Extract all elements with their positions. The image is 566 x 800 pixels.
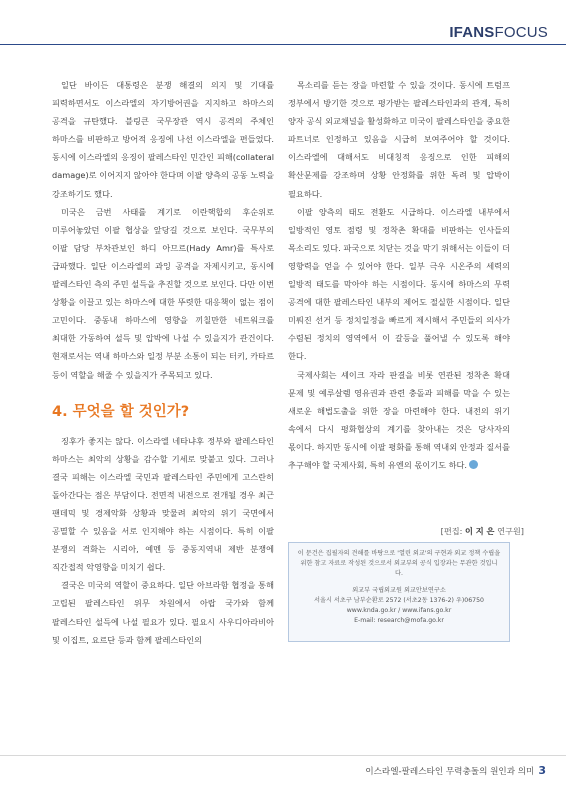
section-heading: 4. 무엇을 할 것인가? [52,403,190,420]
publication-header [449,24,548,41]
editor-prefix: [편집: [440,526,463,536]
body-paragraph: 징후가 좋지는 않다. 이스라엘 네타냐후 정부와 팔레스타인 하마스는 최악의 상황을 감수할 기세로 맞붙고 있다. 그러나 결국 피해는 이스라엘 국민과 팔레스타인 주민에게 고스란히 돌아간다는 점은 부담이다. 전면적 내전으로 전개될 경우 최근 팬데믹 및 경제악화 상황과 맞물려 최악의 위기 국면에서 공멸할 수 있음을 서로 인지해야 하는 시점이다. 특히 이팔 분쟁의 격화는 시리아, 예멘 등 중동지역내 제반 분쟁에 직간접적 악영향을 미치기 쉽다. [52,435,274,573]
left-column [52,76,274,649]
editor-credit [441,526,524,537]
header-divider [0,44,566,45]
website-link[interactable]: www.knda.go.kr / www.ifans.go.kr [346,607,452,614]
body-paragraph: 미국은 금번 사태를 계기로 이란핵합의 후순위로 미루어놓았던 이팔 협상을 앞당길 것으로 보인다. 국무부의 이팔 담당 부차관보인 하디 아므르(Hady Amr)를 특사로 급파했다. 일단 이스라엘의 과잉 공격을 자제시키고, 동시에 팔레스타인 측의 주민 설득을 추진할 것으로 보인다. 다만 이번 상황을 이끌고 있는 하마스에 대한 뚜렷한 대응책이 없는 점이 고민이다. 중동내 하마스에 영향을 끼칠만한 네트워크를 최대한 가동하여 설득 및 압박에 나설 수 있을지가 관건이다. 현재로서는 역내 하마스와 일정 부분 소통이 되는 터키, 카타르 등이 역할을 해줄 수 있을지가 주목되고 있다. [52,206,274,380]
disclaimer-text: 이 문건은 집필자의 견해를 바탕으로 '열린 외교'의 구현과 외교 정책 수립을 위한 참고 자료로 작성된 것으로서 외교부의 공식 입장과는 무관한 것입니다. [297,550,501,577]
institution-name: 외교부 국립외교원 외교안보연구소 [352,587,446,594]
brand-ifans: IFANS [449,24,495,41]
body-paragraph: 목소리를 듣는 장을 마련할 수 있을 것이다. 동시에 트럼프 정부에서 방기한 것으로 평가받는 팔레스타인과의 관계, 특히 양자 공식 외교채널을 활성화하고 미국이 팔레스타인을 중요한 파트너로 인정하고 있음을 시급히 보여주어야 할 것이다. 이스라엘에 대해서도 비대칭적 응징으로 인한 피해의 확산문제를 강조하며 상황 안정화를 위한 독려 및 압박이 필요하다. [288,80,510,199]
page-footer [365,764,546,777]
page-number: 3 [538,764,546,777]
footer-title: 이스라엘-팔레스타인 무력충돌의 원인과 의미 [365,767,535,777]
body-paragraph: 일단 바이든 대통령은 분쟁 해결의 의지 및 기대를 피력하면서도 이스라엘의 자기방어권을 지지하고 하마스의 공격을 규탄했다. 블링큰 국무장관 역시 공격의 주체인 하마스를 비판하고 방어적 응징에 나선 이스라엘을 편들었다. 동시에 이스라엘의 응징이 팔레스타인 민간인 피해(collateral damage)로 이어지지 않아야 한다며 이팔 양측의 공동 노력을 강조하기도 했다. [52,80,274,199]
editor-name: 이 지 은 [465,526,495,536]
footer-divider [0,755,566,756]
body-paragraph: 결국은 미국의 역할이 중요하다. 일단 아브라함 협정을 통해 고립된 팔레스타인 위무 차원에서 아랍 국가와 함께 팔레스타인 설득에 나설 필요가 있다. 필요시 사우디아라비아 및 이집트, 요르단 등과 함께 팔레스타인의 [52,580,274,645]
body-paragraph-text: 국제사회는 셰이크 자라 판결을 비롯 연관된 정착촌 확대 문제 및 예루살렘 영유권과 관련 충돌과 피해를 막을 수 있는 새로운 해법도출을 위한 장을 마련해야 한다. 내전의 위기 속에서 다시 평화협상의 계기를 찾아내는 것은 당사자의 몫이다. 하지만 동시에 이팔 평화를 통해 역내외 안정과 질서를 추구해야 할 국제사회, 특히 유엔의 몫이기도 하다. [288,369,510,470]
email-link[interactable]: E-mail: research@mofa.go.kr [354,617,444,624]
institution-address: 서울시 서초구 남부순환로 2572 (서초2동 1376-2) 우)06750 [314,597,484,604]
publisher-info-box [288,542,510,642]
right-column [288,76,510,474]
end-mark-icon [469,460,478,469]
editor-suffix: 연구원] [497,526,524,536]
brand-focus: FOCUS [494,24,548,41]
body-paragraph: 이팔 양측의 태도 전환도 시급하다. 이스라엘 내부에서 일방적인 영토 점령 및 정착촌 확대를 비판하는 인사들의 목소리도 있다. 파국으로 치닫는 것을 막기 위해서는 이들이 더 영향력을 얻을 수 있어야 한다. 일부 극우 시온주의 세력의 일방적 태도를 막아야 하는 시점이다. 동시에 하마스의 무력 공격에 대한 팔레스타인 내부의 제어도 절실한 시점이다. 일단 미뤄진 선거 등 정치일정을 빠르게 제시해서 주민들의 의사가 수렴된 정치의 영역에서 이 갈등을 풀어낼 수 있도록 해야 한다. [288,206,510,362]
body-paragraph-last [288,366,510,475]
